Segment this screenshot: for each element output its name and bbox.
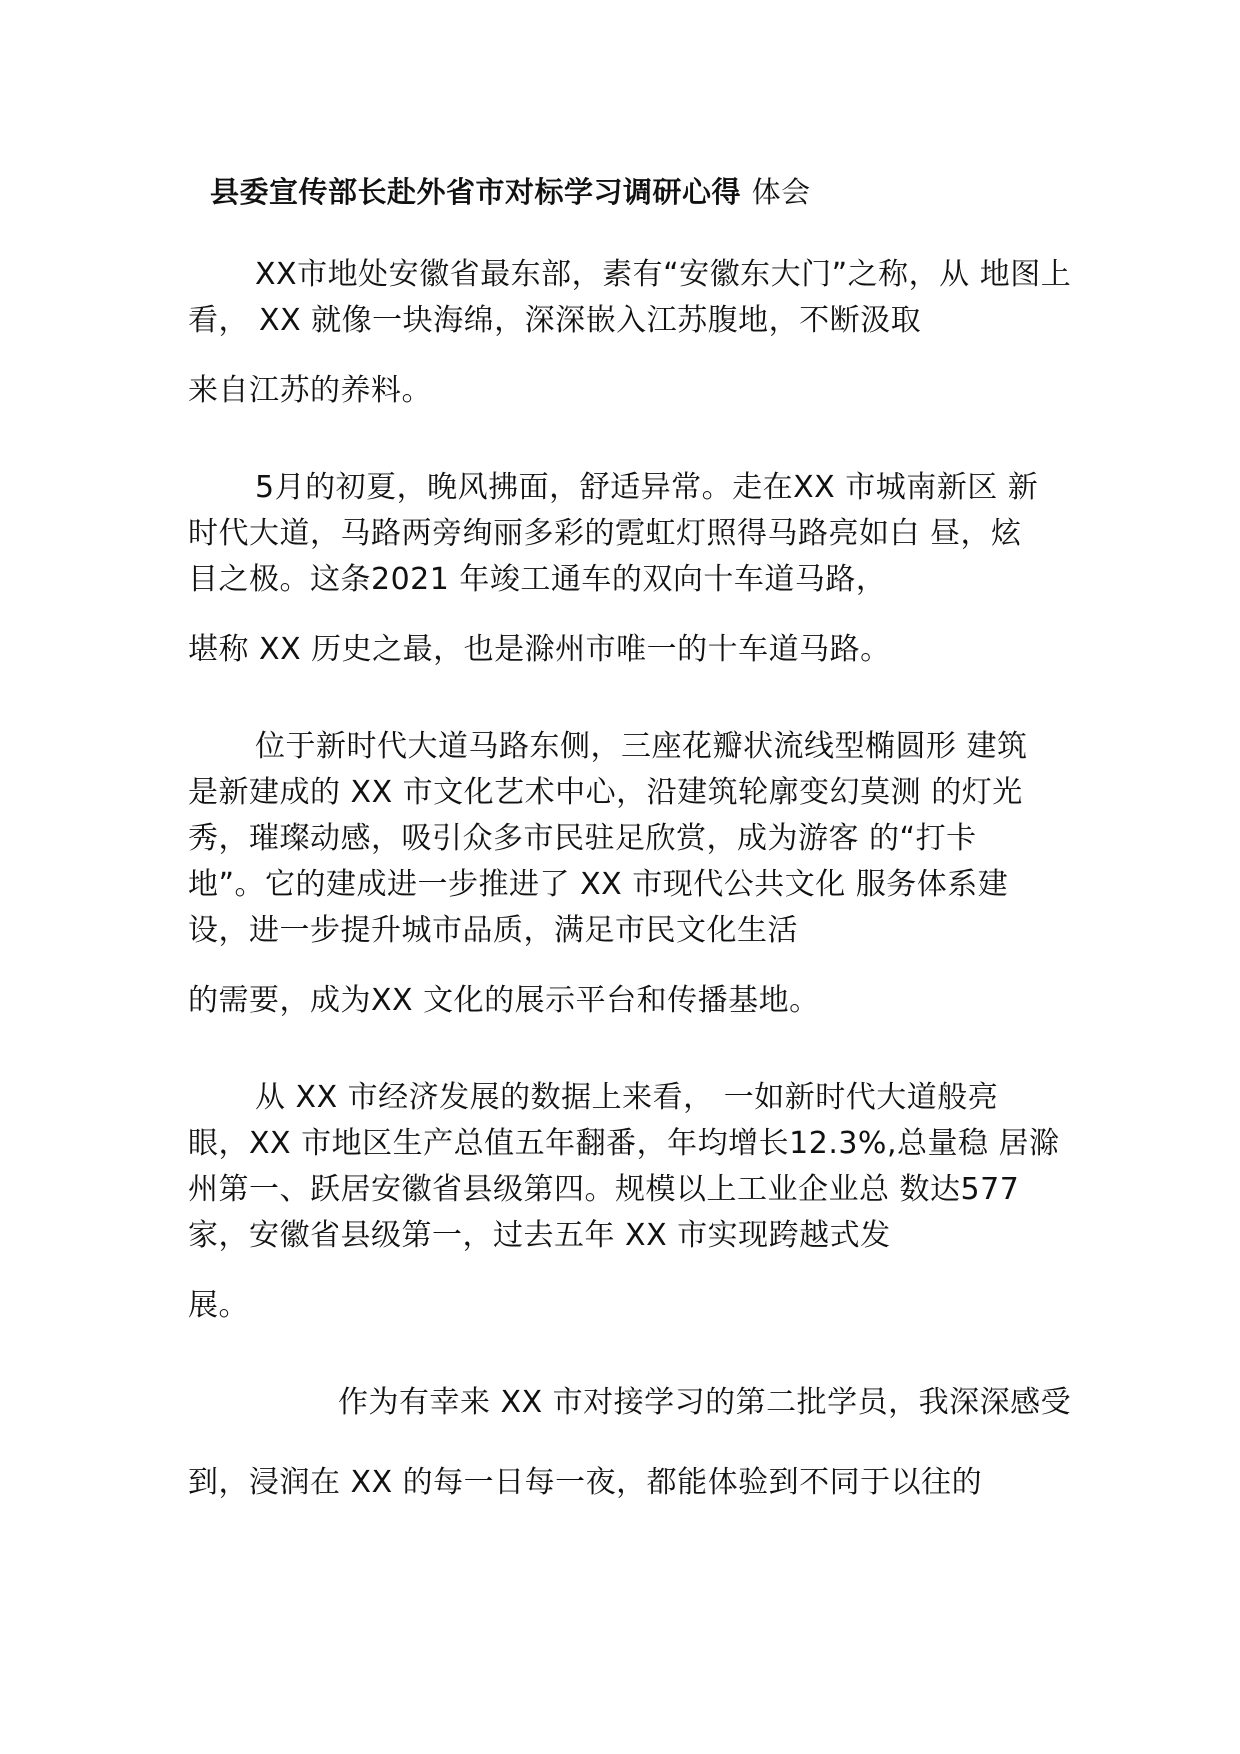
- paragraph-4-line-1: 从 XX 市经济发展的数据上来看， 一如新时代大道般亮: [255, 1080, 999, 1115]
- paragraph-1-line-3: 来自江苏的养料。: [188, 373, 432, 408]
- paragraph-5-line-2: 到，浸润在 XX 的每一日每一夜，都能体验到不同于以往的: [188, 1465, 983, 1500]
- paragraph-3-line-2: 是新建成的 XX 市文化艺术中心，沿建筑轮廓变幻莫测 的灯光: [188, 775, 1023, 810]
- paragraph-5-line-1: 作为有幸来 XX 市对接学习的第二批学员，我深深感受: [338, 1385, 1072, 1420]
- paragraph-1-line-2: 看， XX 就像一块海绵，深深嵌入江苏腹地，不断汲取: [188, 303, 922, 338]
- paragraph-4-line-3: 州第一、跃居安徽省县级第四。规模以上工业企业总 数达577: [188, 1172, 1020, 1207]
- paragraph-3-line-6: 的需要，成为XX 文化的展示平台和传播基地。: [188, 983, 820, 1018]
- document-title: [210, 172, 811, 212]
- paragraph-1-line-1: XX市地处安徽省最东部，素有“安徽东大门”之称，从 地图上: [255, 257, 1072, 292]
- paragraph-4-line-5: 展。: [188, 1288, 249, 1323]
- paragraph-2-line-3: 目之极。这条2021 年竣工通车的双向十车道马路，: [188, 562, 887, 597]
- title-main: 县委宣传部长赴外省市对标学习调研心得: [210, 175, 742, 209]
- paragraph-3-line-3: 秀，璀璨动感，吸引众多市民驻足欣赏，成为游客 的“打卡: [188, 821, 977, 856]
- paragraph-3-line-4: 地”。它的建成进一步推进了 XX 市现代公共文化 服务体系建: [188, 867, 1009, 902]
- paragraph-3-line-1: 位于新时代大道马路东侧，三座花瓣状流线型椭圆形 建筑: [255, 729, 1028, 764]
- paragraph-4-line-2: 眼，XX 市地区生产总值五年翻番，年均增长12.3%,总量稳 居滁: [188, 1126, 1060, 1161]
- paragraph-4-line-4: 家，安徽省县级第一，过去五年 XX 市实现跨越式发: [188, 1218, 891, 1253]
- paragraph-2-line-4: 堪称 XX 历史之最，也是滁州市唯一的十车道马路。: [188, 632, 891, 667]
- paragraph-2-line-1: 5月的初夏，晚风拂面，舒适异常。走在XX 市城南新区 新: [255, 470, 1039, 505]
- paragraph-2-line-2: 时代大道，马路两旁绚丽多彩的霓虹灯照得马路亮如白 昼，炫: [188, 516, 1022, 551]
- title-tail: 体会: [751, 175, 811, 209]
- paragraph-3-line-5: 设，进一步提升城市品质，满足市民文化生活: [188, 913, 798, 948]
